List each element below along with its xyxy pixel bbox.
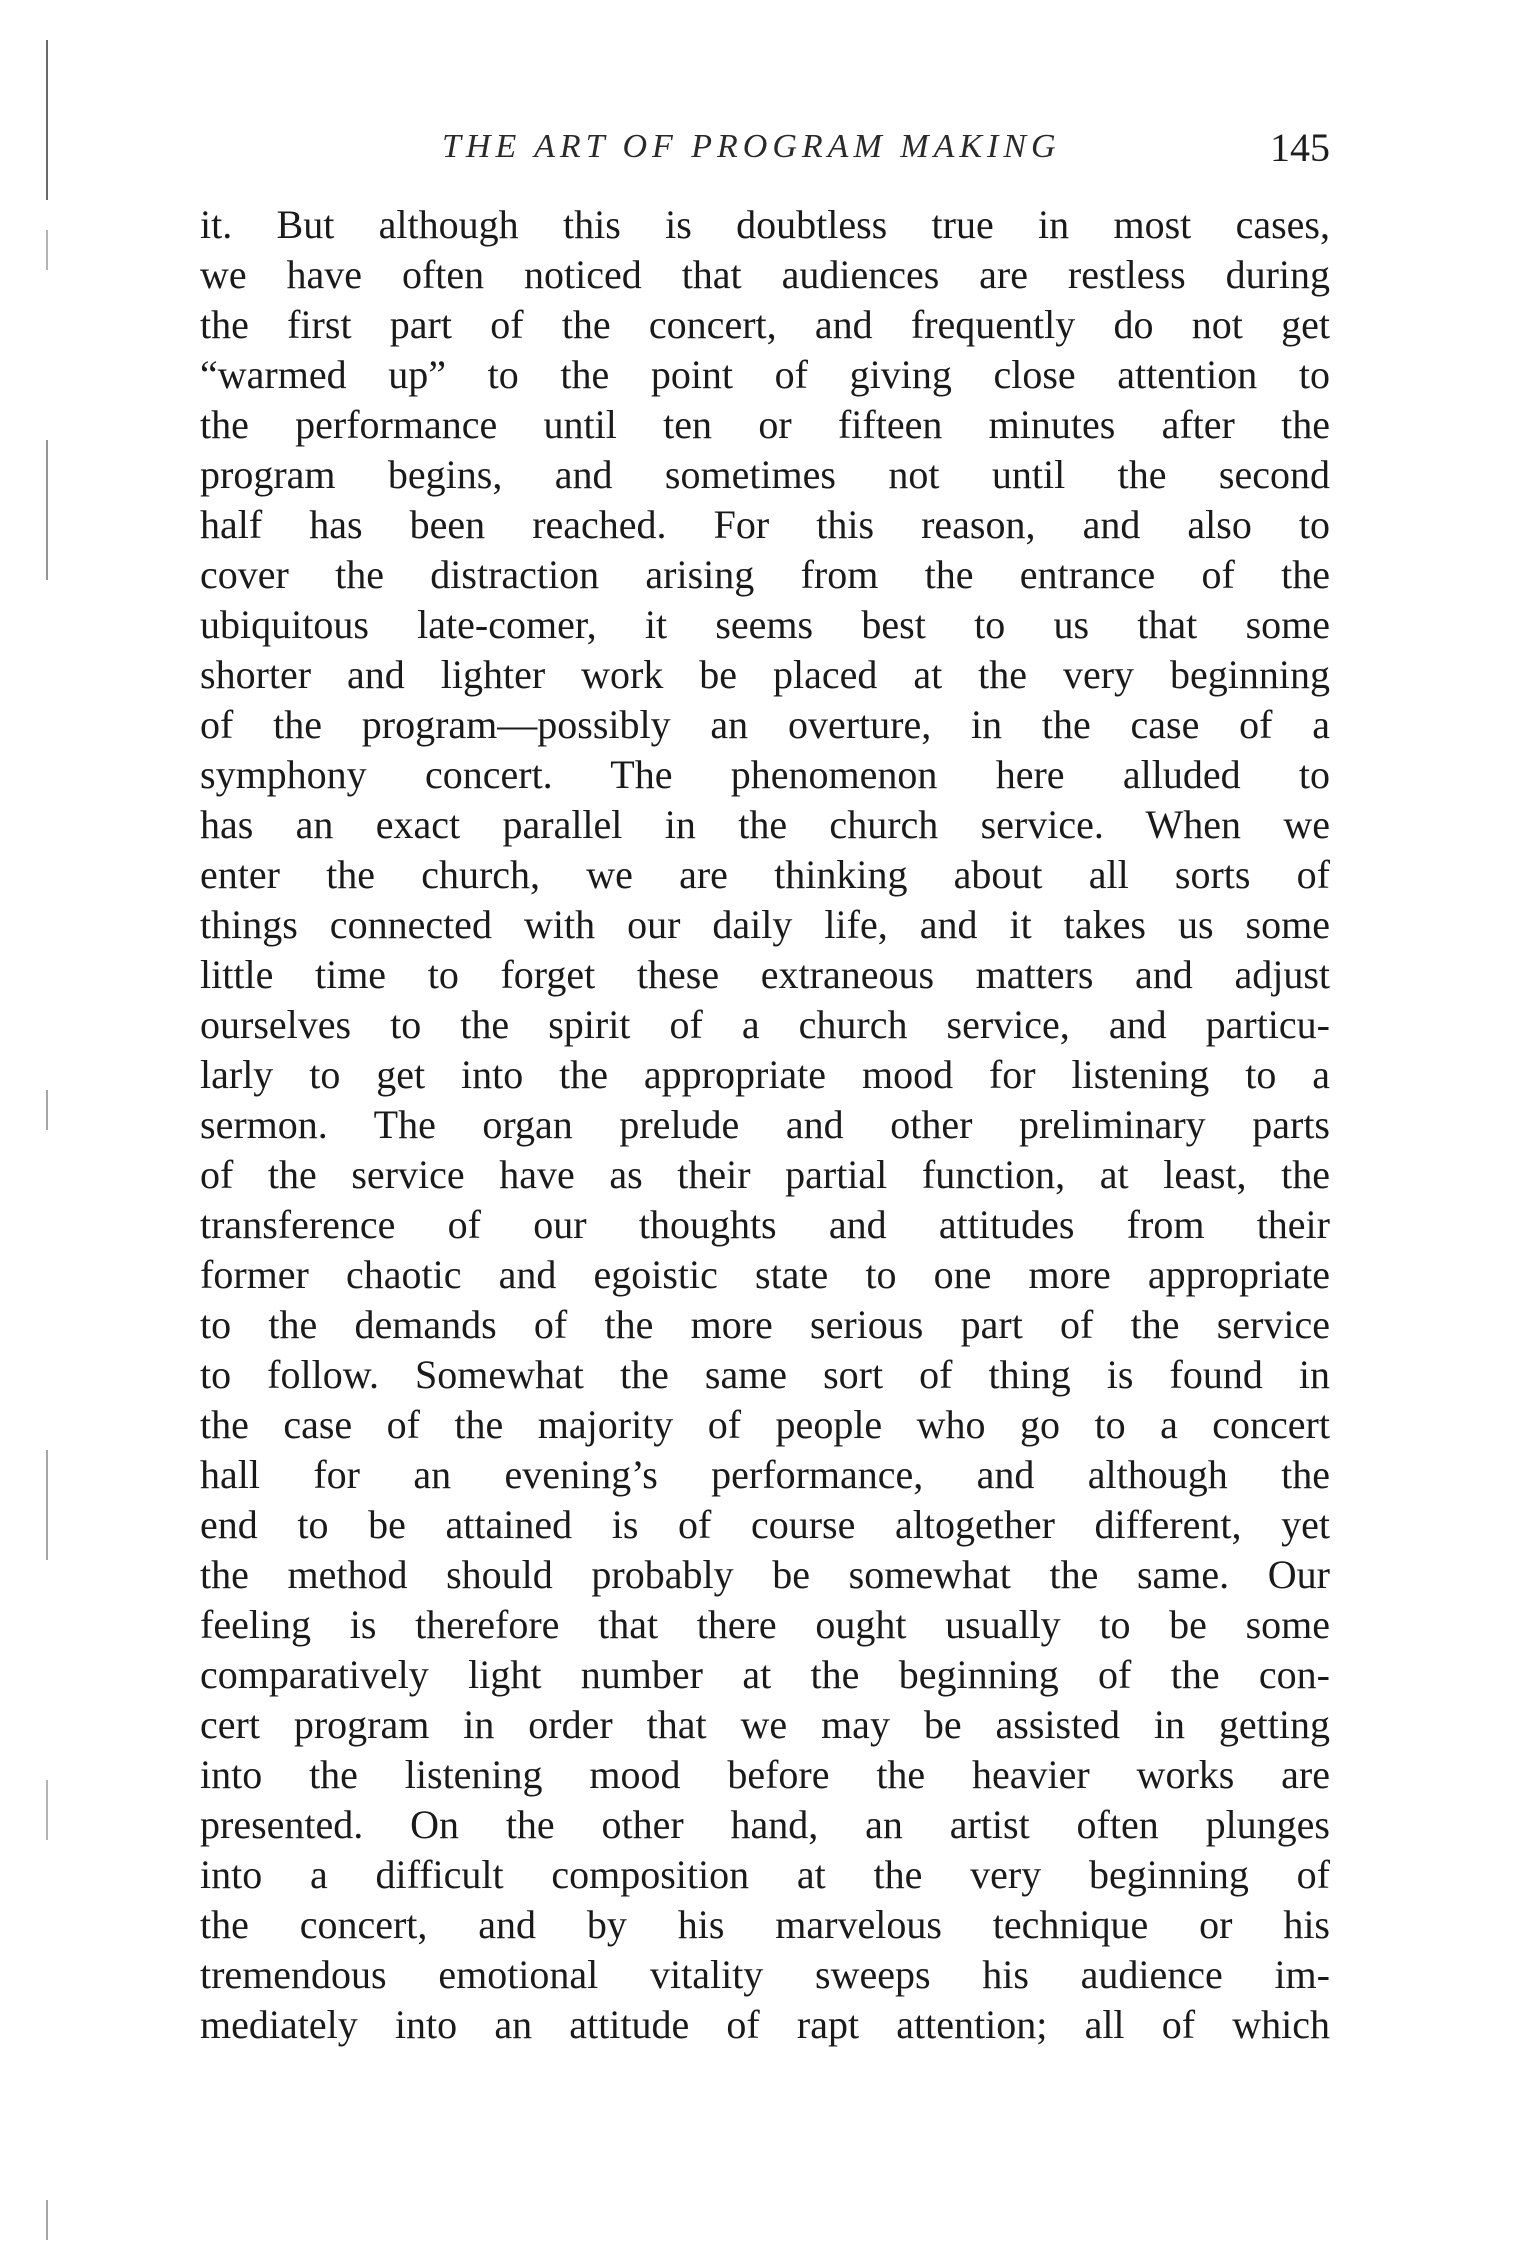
text-line: half has been reached. For this reason, and also to xyxy=(200,502,1330,547)
text-line: cover the distraction arising from the entrance of the xyxy=(200,552,1330,597)
text-line: things connected with our daily life, and it takes us some xyxy=(200,902,1330,947)
text-line: “warmed up” to the point of giving close attention to xyxy=(200,352,1330,397)
scan-edge-mark xyxy=(46,1450,48,1560)
page-number: 145 xyxy=(1270,125,1330,170)
text-line: we have often noticed that audiences are restless during xyxy=(200,252,1330,297)
text-line: feeling is therefore that there ought usually to be some xyxy=(200,1602,1330,1647)
text-line: the concert, and by his marvelous technique or his xyxy=(200,1902,1330,1947)
text-line: former chaotic and egoistic state to one more appropriate xyxy=(200,1252,1330,1297)
text-line: enter the church, we are thinking about all sorts of xyxy=(200,852,1330,897)
text-line: has an exact parallel in the church service. When we xyxy=(200,802,1330,847)
text-line: tremendous emotional vitality sweeps his audience im- xyxy=(200,1952,1330,1997)
scan-edge-mark xyxy=(46,1780,48,1840)
text-line: to follow. Somewhat the same sort of thing is found in xyxy=(200,1352,1330,1397)
text-line: cert program in order that we may be assisted in getting xyxy=(200,1702,1330,1747)
text-line: sermon. The organ prelude and other preliminary parts xyxy=(200,1102,1330,1147)
text-line: little time to forget these extraneous matters and adjust xyxy=(200,952,1330,997)
text-line: hall for an evening’s performance, and although the xyxy=(200,1452,1330,1497)
text-line: ourselves to the spirit of a church service, and particu- xyxy=(200,1002,1330,1047)
text-line: presented. On the other hand, an artist often plunges xyxy=(200,1802,1330,1847)
text-line: the performance until ten or fifteen minutes after the xyxy=(200,402,1330,447)
running-head xyxy=(200,125,1330,180)
text-line: into the listening mood before the heavier works are xyxy=(200,1752,1330,1797)
text-line: transference of our thoughts and attitudes from their xyxy=(200,1202,1330,1247)
scan-edge-mark xyxy=(46,1090,48,1130)
text-line: the method should probably be somewhat the same. Our xyxy=(200,1552,1330,1597)
text-line: larly to get into the appropriate mood for listening to a xyxy=(200,1052,1330,1097)
text-line: ubiquitous late-comer, it seems best to us that some xyxy=(200,602,1330,647)
running-title: THE ART OF PROGRAM MAKING xyxy=(442,128,1061,165)
text-line: of the program—possibly an overture, in the case of a xyxy=(200,702,1330,747)
text-line: into a difficult composition at the very beginning of xyxy=(200,1852,1330,1897)
body-text xyxy=(200,200,1330,2050)
text-line: to the demands of the more serious part of the service xyxy=(200,1302,1330,1347)
text-line: comparatively light number at the beginning of the con- xyxy=(200,1652,1330,1697)
text-line: it. But although this is doubtless true in most cases, xyxy=(200,202,1330,247)
text-line: of the service have as their partial function, at least, the xyxy=(200,1152,1330,1197)
text-line: the first part of the concert, and frequently do not get xyxy=(200,302,1330,347)
text-line: program begins, and sometimes not until the second xyxy=(200,452,1330,497)
scan-edge-mark xyxy=(46,230,48,270)
text-line: mediately into an attitude of rapt attention; all of which xyxy=(200,2002,1330,2047)
text-line: end to be attained is of course altogether different, yet xyxy=(200,1502,1330,1547)
text-line: symphony concert. The phenomenon here alluded to xyxy=(200,752,1330,797)
scan-edge-mark xyxy=(46,2200,48,2240)
scan-edge-mark xyxy=(46,40,48,200)
scan-edge-mark xyxy=(46,440,48,580)
text-line: shorter and lighter work be placed at the very beginning xyxy=(200,652,1330,697)
text-line: the case of the majority of people who go to a concert xyxy=(200,1402,1330,1447)
